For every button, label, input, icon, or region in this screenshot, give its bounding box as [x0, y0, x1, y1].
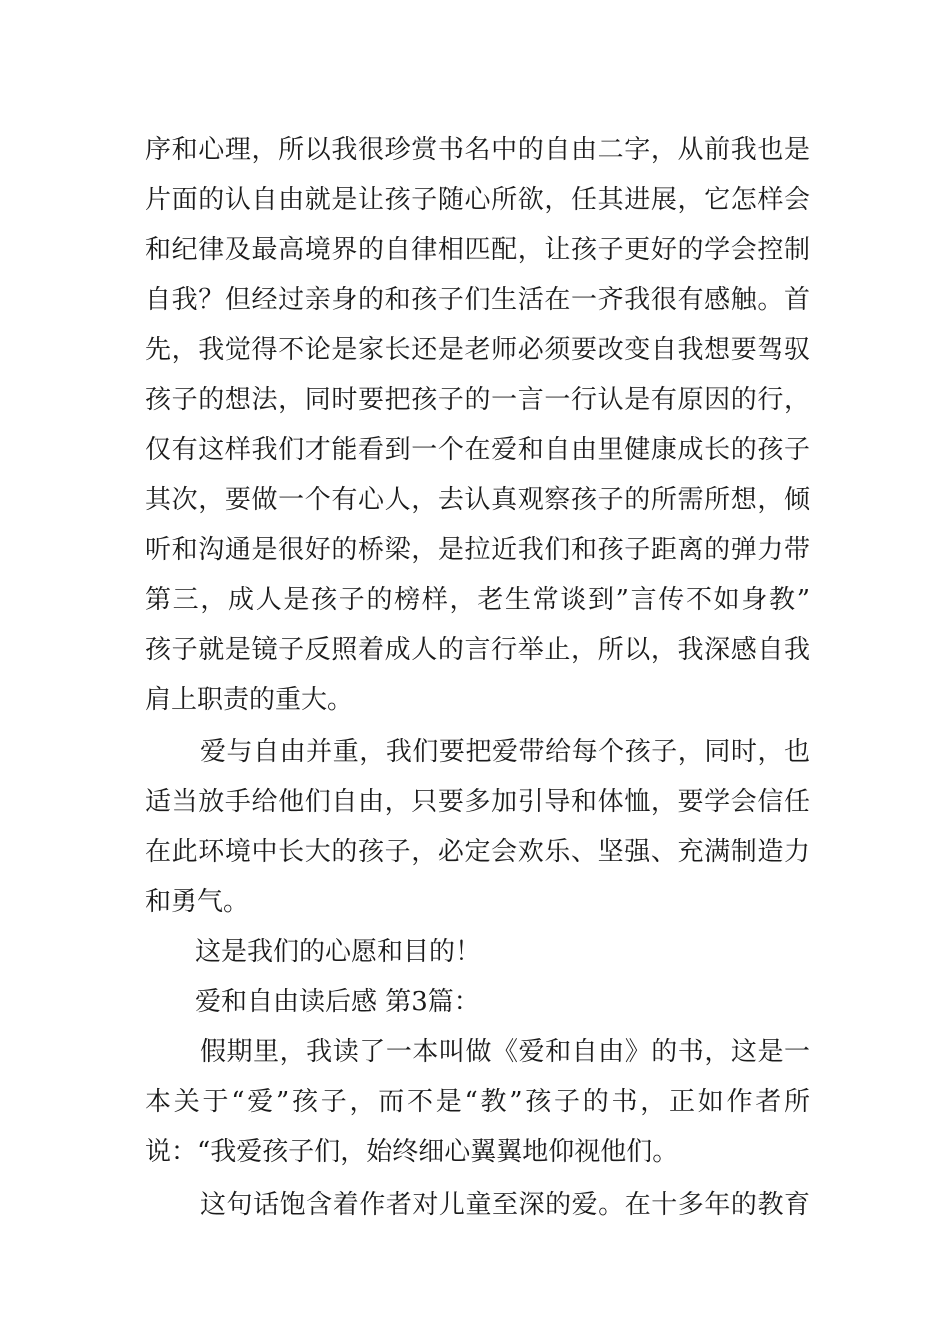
text-line: 适当放手给他们自由，只要多加引导和体恤，要学会信任 [145, 787, 810, 817]
section-heading: 爱和自由读后感 第3篇： [195, 987, 480, 1017]
text-line: 听和沟通是很好的桥梁，是拉近我们和孩子距离的弹力带 [145, 535, 810, 565]
text-line: 孩子的想法，同时要把孩子的一言一行认是有原因的行， [145, 385, 810, 415]
text-line: 和勇气。 [145, 887, 250, 917]
text-line: 爱与自由并重，我们要把爱带给每个孩子，同时，也 [200, 737, 810, 767]
text-line: 仅有这样我们才能看到一个在爱和自由里健康成长的孩子 [145, 435, 810, 465]
text-line: 其次，要做一个有心人，去认真观察孩子的所需所想，倾 [145, 485, 810, 515]
text-line: 肩上职责的重大。 [145, 685, 354, 715]
text-line: 本关于“爱”孩子，而不是“教”孩子的书，正如作者所 [145, 1087, 810, 1117]
text-line: 假期里，我读了一本叫做《爱和自由》的书，这是一 [200, 1037, 810, 1067]
text-line: 这句话饱含着作者对儿童至深的爱。在十多年的教育 [200, 1190, 810, 1220]
text-line: 说：“我爱孩子们，始终细心翼翼地仰视他们。 [145, 1137, 679, 1167]
text-line: 片面的认自由就是让孩子随心所欲，任其进展，它怎样会 [145, 185, 810, 215]
text-line: 和纪律及最高境界的自律相匹配，让孩子更好的学会控制 [145, 235, 810, 265]
text-line: 这是我们的心愿和目的！ [195, 937, 482, 967]
text-line: 先，我觉得不论是家长还是老师必须要改变自我想要驾驭 [145, 335, 810, 365]
text-line: 序和心理，所以我很珍赏书名中的自由二字，从前我也是 [145, 135, 810, 165]
text-line: 在此环境中长大的孩子，必定会欢乐、坚强、充满制造力 [145, 837, 810, 867]
text-line: 第三，成人是孩子的榜样，老生常谈到”言传不如身教” [145, 585, 810, 615]
text-line: 孩子就是镜子反照着成人的言行举止，所以，我深感自我 [145, 635, 810, 665]
text-line: 自我？但经过亲身的和孩子们生活在一齐我很有感触。首 [145, 285, 810, 315]
